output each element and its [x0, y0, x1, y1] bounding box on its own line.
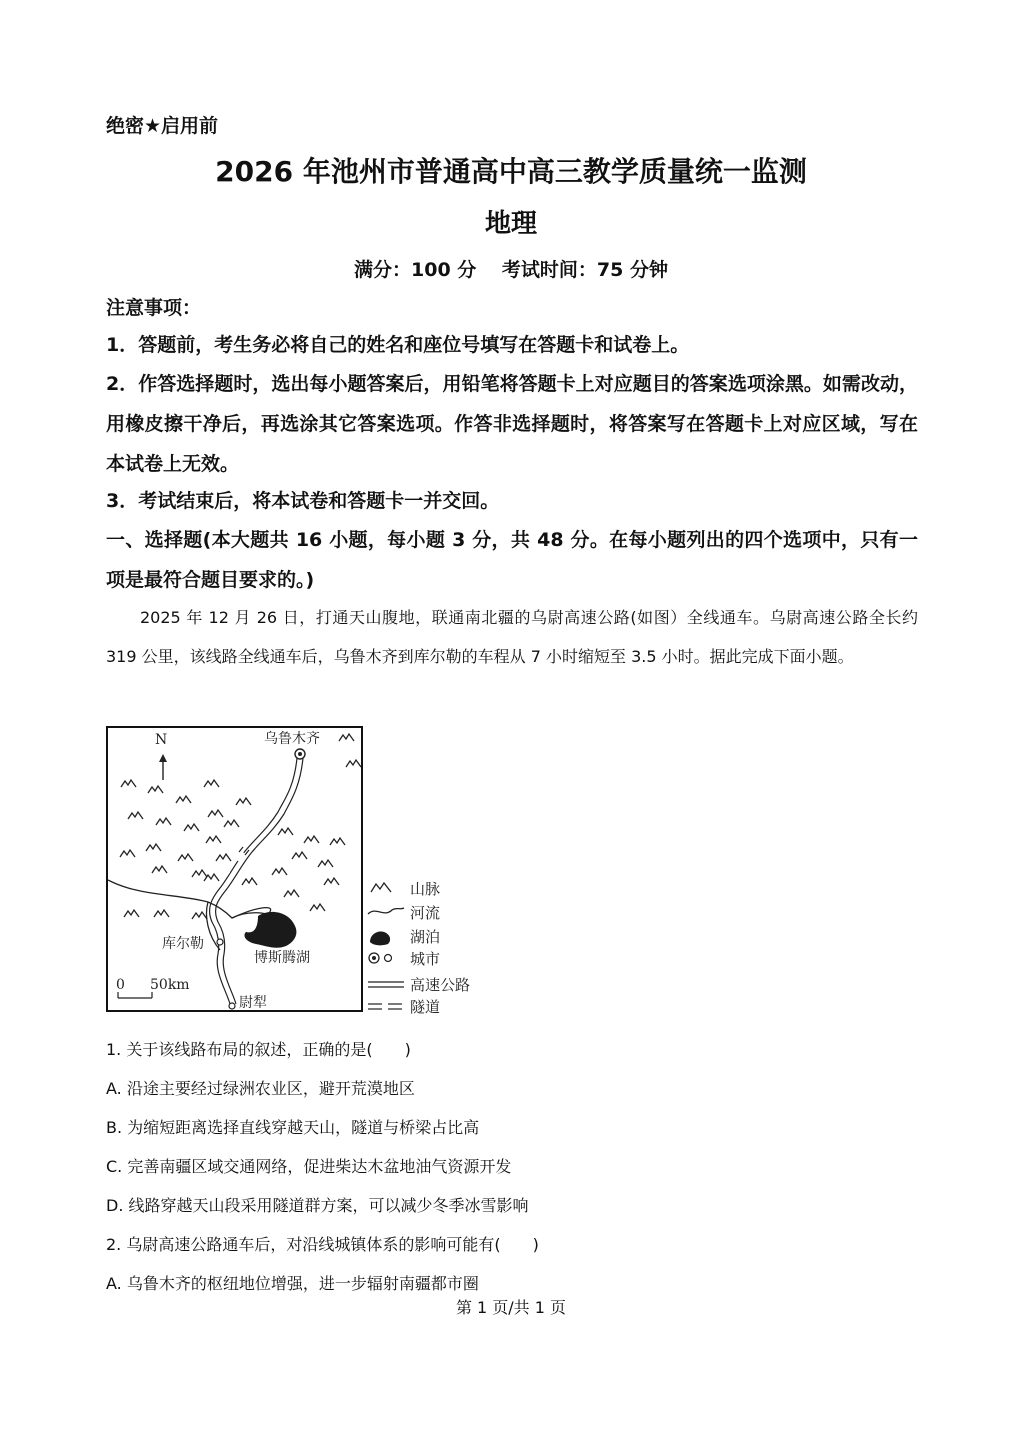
- north-label: N: [155, 732, 168, 748]
- page-footer: 第 1 页/共 1 页: [455, 1298, 567, 1317]
- mountain-icons: [120, 734, 361, 919]
- notice-heading: 注意事项：: [106, 297, 202, 319]
- legend-mountain: [366, 878, 496, 900]
- tunnel-gaps: [222, 853, 244, 879]
- korla-label: 库尔勒: [162, 936, 204, 952]
- route-map: [106, 726, 363, 1012]
- legend-city-label: 城市: [410, 950, 441, 968]
- scale-zero: 0: [116, 977, 125, 993]
- legend-tunnel-label: 隧道: [410, 998, 441, 1016]
- legend-highway: [366, 974, 496, 996]
- question-2-stem: 2. 乌尉高速公路通车后，对沿线城镇体系的影响可能有( ): [106, 1235, 539, 1254]
- exam-time: 考试时间：75 分钟: [501, 259, 668, 281]
- confidential-mark: 绝密★启用前: [106, 115, 219, 137]
- legend-city: [366, 948, 496, 970]
- notice-item-1: 1．答题前，考生务必将自己的姓名和座位号填写在答题卡和试卷上。: [106, 334, 690, 356]
- full-score: 满分：100 分: [354, 259, 477, 281]
- legend-lake: [366, 926, 496, 948]
- question-1-stem: 1. 关于该线路布局的叙述，正确的是( ): [106, 1040, 411, 1059]
- legend-river: [366, 902, 496, 924]
- highway-line: [210, 758, 303, 1004]
- yuli-label: 尉犁: [239, 995, 267, 1011]
- map-drawing: [108, 728, 361, 1010]
- passage: 2025 年 12 月 26 日，打通天山腹地，联通南北疆的乌尉高速公路(如图）全线通车。乌尉高速公路全长约 319 公里，该线路全线通车后，乌鲁木齐到库尔勒的车程从 7 小时缩短至 3.5 小时。据此完成下面小题。: [106, 608, 918, 666]
- legend-river-label: 河流: [410, 904, 441, 922]
- question-2-option-a: A. 乌鲁木齐的枢纽地位增强，进一步辐射南疆都市圈: [106, 1274, 479, 1293]
- notice-item-2: 2．作答选择题时，选出每小题答案后，用铅笔将答题卡上对应题目的答案选项涂黑。如需改动，用橡皮擦干净后，再选涂其它答案选项。作答非选择题时，将答案写在答题卡上对应区域，写在本试卷上无效。: [106, 373, 918, 475]
- question-1-option-d: D. 线路穿越天山段采用隧道群方案，可以减少冬季冰雪影响: [106, 1196, 529, 1215]
- score-time-line: [0, 255, 1022, 282]
- subject-title: 地理: [484, 209, 537, 239]
- lake-label: 博斯腾湖: [254, 950, 310, 966]
- korla-city-icon: [217, 939, 223, 945]
- legend-highway-label: 高速公路: [410, 976, 471, 994]
- map-legend: [366, 878, 496, 1018]
- question-1-option-b: B. 为缩短距离选择直线穿越天山，隧道与桥梁占比高: [106, 1118, 480, 1137]
- yuli-city-icon: [229, 1003, 235, 1009]
- urumqi-label: 乌鲁木齐: [264, 731, 320, 747]
- legend-mountain-label: 山脉: [410, 880, 441, 898]
- section-heading: 一、选择题(本大题共 16 小题，每小题 3 分，共 48 分。在每小题列出的四个选项中，只有一项是最符合题目要求的。): [106, 529, 918, 591]
- north-arrow: [159, 754, 167, 780]
- question-1-option-c: C. 完善南疆区域交通网络，促进柴达木盆地油气资源开发: [106, 1157, 512, 1176]
- legend-lake-label: 湖泊: [410, 928, 441, 946]
- question-1-option-a: A. 沿途主要经过绿洲农业区，避开荒漠地区: [106, 1079, 415, 1098]
- notice-item-3: 3．考试结束后，将本试卷和答题卡一并交回。: [106, 490, 500, 512]
- legend-tunnel: [366, 996, 496, 1018]
- exam-title: 2026 年池州市普通高中高三教学质量统一监测: [215, 155, 807, 188]
- lake-shape: [244, 912, 296, 948]
- scale-dist: 50km: [150, 977, 190, 993]
